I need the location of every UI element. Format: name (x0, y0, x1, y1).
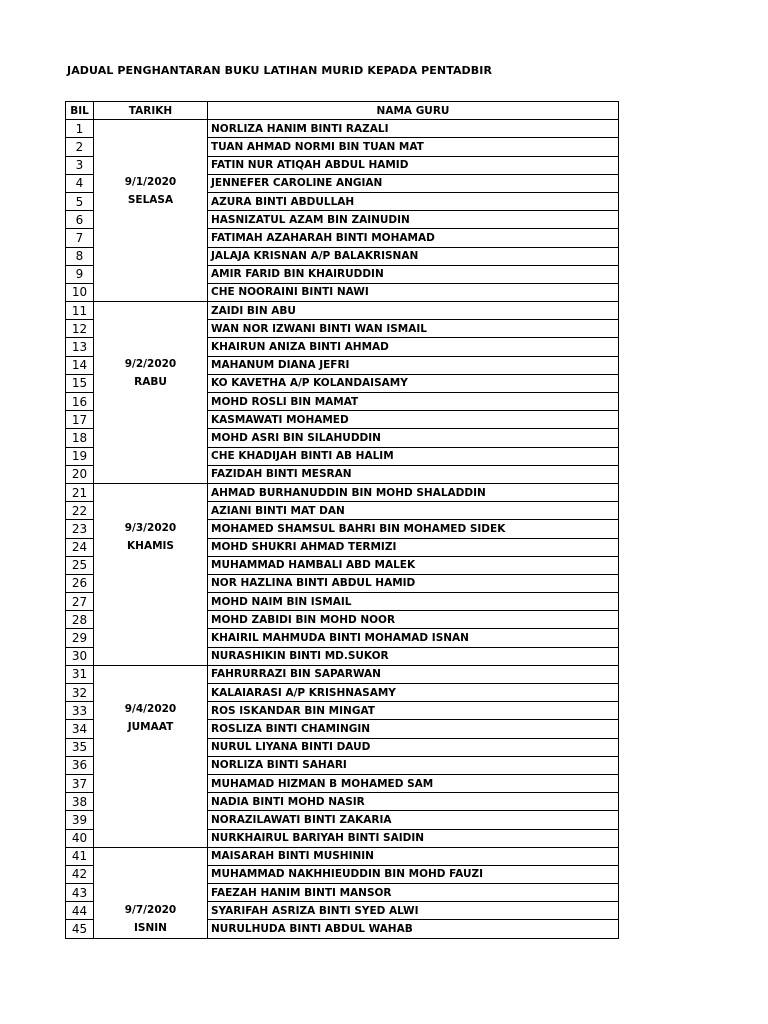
tarikh-day: SELASA (127, 194, 174, 207)
bil-cell: 4 (66, 174, 94, 192)
tarikh-date: 9/4/2020 (124, 703, 177, 716)
nama-guru-cell: MAISARAH BINTI MUSHININ (208, 847, 619, 865)
tarikh-date: 9/2/2020 (124, 357, 177, 370)
nama-guru-cell: KALAIARASI A/P KRISHNASAMY (208, 684, 619, 702)
bil-cell: 3 (66, 156, 94, 174)
nama-guru-cell: KO KAVETHA A/P KOLANDAISAMY (208, 374, 619, 392)
tarikh-date: 9/7/2020 (124, 903, 177, 916)
bil-cell: 24 (66, 538, 94, 556)
bil-cell: 36 (66, 756, 94, 774)
nama-guru-cell: KHAIRUN ANIZA BINTI AHMAD (208, 338, 619, 356)
nama-guru-cell: ROS ISKANDAR BIN MINGAT (208, 702, 619, 720)
nama-guru-cell: MOHAMED SHAMSUL BAHRI BIN MOHAMED SIDEK (208, 520, 619, 538)
nama-guru-cell: FAEZAH HANIM BINTI MANSOR (208, 884, 619, 902)
bil-cell: 43 (66, 884, 94, 902)
bil-cell: 40 (66, 829, 94, 847)
nama-guru-cell: SYARIFAH ASRIZA BINTI SYED ALWI (208, 902, 619, 920)
bil-cell: 14 (66, 356, 94, 374)
nama-guru-cell: MUHAMMAD NAKHHIEUDDIN BIN MOHD FAUZI (208, 865, 619, 883)
nama-guru-cell: NORLIZA HANIM BINTI RAZALI (208, 120, 619, 138)
bil-cell: 32 (66, 684, 94, 702)
bil-cell: 10 (66, 283, 94, 301)
nama-guru-cell: KASMAWATI MOHAMED (208, 411, 619, 429)
nama-guru-cell: FATIMAH AZAHARAH BINTI MOHAMAD (208, 229, 619, 247)
nama-guru-cell: KHAIRIL MAHMUDA BINTI MOHAMAD ISNAN (208, 629, 619, 647)
nama-guru-cell: MOHD ZABIDI BIN MOHD NOOR (208, 611, 619, 629)
bil-cell: 16 (66, 393, 94, 411)
bil-cell: 15 (66, 374, 94, 392)
nama-guru-cell: MAHANUM DIANA JEFRI (208, 356, 619, 374)
bil-cell: 18 (66, 429, 94, 447)
bil-cell: 23 (66, 520, 94, 538)
nama-guru-cell: NORAZILAWATI BINTI ZAKARIA (208, 811, 619, 829)
nama-guru-cell: NORLIZA BINTI SAHARI (208, 756, 619, 774)
nama-guru-cell: MOHD NAIM BIN ISMAIL (208, 593, 619, 611)
nama-guru-cell: NADIA BINTI MOHD NASIR (208, 793, 619, 811)
bil-cell: 6 (66, 211, 94, 229)
bil-cell: 9 (66, 265, 94, 283)
nama-guru-cell: ROSLIZA BINTI CHAMINGIN (208, 720, 619, 738)
schedule-table (65, 101, 619, 939)
nama-guru-cell: FAZIDAH BINTI MESRAN (208, 465, 619, 483)
nama-guru-cell: FAHRURRAZI BIN SAPARWAN (208, 665, 619, 683)
table-row (66, 665, 619, 683)
tarikh-day: JUMAAT (127, 721, 174, 734)
tarikh-cell (94, 483, 208, 665)
nama-guru-cell: CHE KHADIJAH BINTI AB HALIM (208, 447, 619, 465)
nama-guru-cell: NURASHIKIN BINTI MD.SUKOR (208, 647, 619, 665)
bil-cell: 27 (66, 593, 94, 611)
nama-guru-cell: JENNEFER CAROLINE ANGIAN (208, 174, 619, 192)
bil-cell: 21 (66, 483, 94, 501)
nama-guru-cell: NURUL LIYANA BINTI DAUD (208, 738, 619, 756)
nama-guru-cell: CHE NOORAINI BINTI NAWI (208, 283, 619, 301)
nama-guru-cell: ZAIDI BIN ABU (208, 302, 619, 320)
bil-cell: 17 (66, 411, 94, 429)
tarikh-day: KHAMIS (127, 539, 174, 552)
bil-cell: 44 (66, 902, 94, 920)
nama-guru-cell: FATIN NUR ATIQAH ABDUL HAMID (208, 156, 619, 174)
bil-cell: 20 (66, 465, 94, 483)
nama-guru-cell: HASNIZATUL AZAM BIN ZAINUDIN (208, 211, 619, 229)
nama-guru-cell: TUAN AHMAD NORMI BIN TUAN MAT (208, 138, 619, 156)
table-row (66, 847, 619, 865)
nama-guru-cell: NURKHAIRUL BARIYAH BINTI SAIDIN (208, 829, 619, 847)
bil-cell: 38 (66, 793, 94, 811)
nama-guru-cell: NURULHUDA BINTI ABDUL WAHAB (208, 920, 619, 938)
bil-cell: 25 (66, 556, 94, 574)
bil-cell: 30 (66, 647, 94, 665)
page-title: JADUAL PENGHANTARAN BUKU LATIHAN MURID KEPADA PENTADBIR (67, 64, 493, 77)
nama-guru-cell: AZURA BINTI ABDULLAH (208, 192, 619, 210)
header-row (66, 102, 619, 120)
bil-cell: 7 (66, 229, 94, 247)
nama-guru-cell: WAN NOR IZWANI BINTI WAN ISMAIL (208, 320, 619, 338)
bil-cell: 37 (66, 774, 94, 792)
table-row (66, 483, 619, 501)
bil-cell: 11 (66, 302, 94, 320)
header-nama-guru: NAMA GURU (208, 102, 619, 120)
nama-guru-cell: MOHD ROSLI BIN MAMAT (208, 393, 619, 411)
bil-cell: 31 (66, 665, 94, 683)
bil-cell: 34 (66, 720, 94, 738)
bil-cell: 1 (66, 120, 94, 138)
bil-cell: 29 (66, 629, 94, 647)
nama-guru-cell: MUHAMMAD HAMBALI ABD MALEK (208, 556, 619, 574)
tarikh-cell (94, 665, 208, 847)
bil-cell: 5 (66, 192, 94, 210)
bil-cell: 13 (66, 338, 94, 356)
bil-cell: 33 (66, 702, 94, 720)
bil-cell: 8 (66, 247, 94, 265)
nama-guru-cell: NOR HAZLINA BINTI ABDUL HAMID (208, 574, 619, 592)
tarikh-cell (94, 302, 208, 484)
bil-cell: 22 (66, 502, 94, 520)
nama-guru-cell: MOHD ASRI BIN SILAHUDDIN (208, 429, 619, 447)
tarikh-cell (94, 120, 208, 302)
table-row (66, 120, 619, 138)
nama-guru-cell: AZIANI BINTI MAT DAN (208, 502, 619, 520)
nama-guru-cell: MUHAMAD HIZMAN B MOHAMED SAM (208, 774, 619, 792)
nama-guru-cell: JALAJA KRISNAN A/P BALAKRISNAN (208, 247, 619, 265)
tarikh-date: 9/3/2020 (124, 521, 177, 534)
bil-cell: 39 (66, 811, 94, 829)
nama-guru-cell: AHMAD BURHANUDDIN BIN MOHD SHALADDIN (208, 483, 619, 501)
schedule-body (66, 120, 619, 938)
tarikh-date: 9/1/2020 (124, 176, 177, 189)
nama-guru-cell: AMIR FARID BIN KHAIRUDDIN (208, 265, 619, 283)
bil-cell: 26 (66, 574, 94, 592)
header-bil: BIL (66, 102, 94, 120)
bil-cell: 35 (66, 738, 94, 756)
header-tarikh: TARIKH (94, 102, 208, 120)
tarikh-day: RABU (134, 375, 167, 388)
tarikh-day: ISNIN (134, 921, 167, 934)
bil-cell: 41 (66, 847, 94, 865)
bil-cell: 42 (66, 865, 94, 883)
bil-cell: 19 (66, 447, 94, 465)
tarikh-cell (94, 847, 208, 938)
table-row (66, 302, 619, 320)
bil-cell: 28 (66, 611, 94, 629)
bil-cell: 45 (66, 920, 94, 938)
bil-cell: 2 (66, 138, 94, 156)
bil-cell: 12 (66, 320, 94, 338)
nama-guru-cell: MOHD SHUKRI AHMAD TERMIZI (208, 538, 619, 556)
